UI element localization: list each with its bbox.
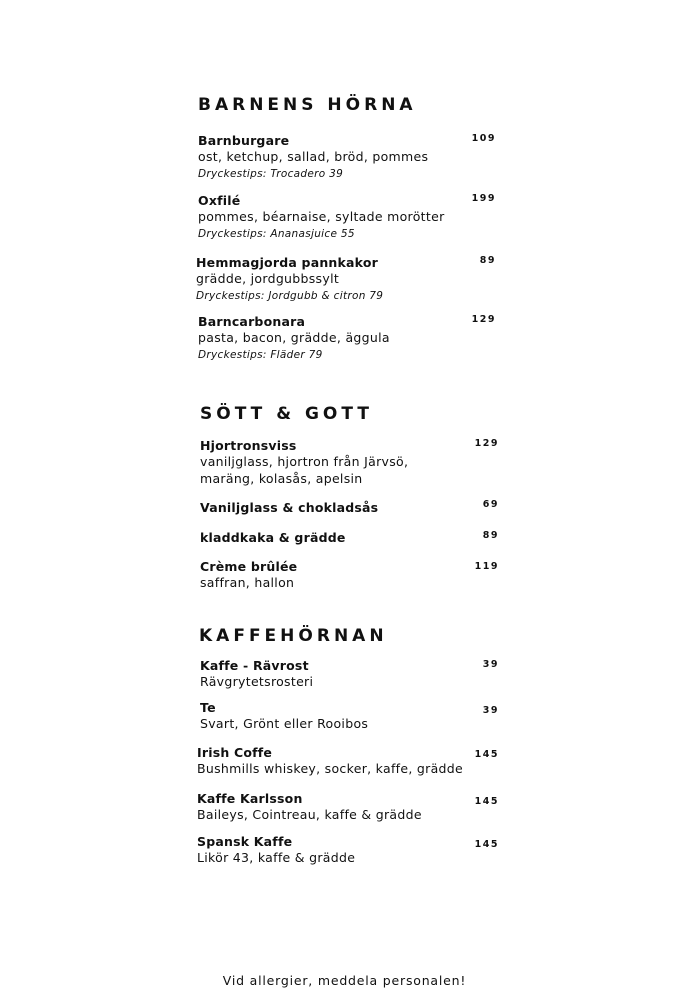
item-description: pommes, béarnaise, syltade morötter	[198, 209, 445, 224]
item-name: Te	[200, 700, 216, 715]
menu-item-oxfile	[198, 192, 498, 242]
item-description: saffran, hallon	[200, 575, 295, 590]
item-description: Rävgrytetsrosteri	[200, 674, 314, 689]
menu-item-hemmagjorda-pannkakor	[196, 254, 496, 304]
menu-item-kaffe-ravrost	[200, 657, 500, 691]
item-name: kladdkaka & grädde	[200, 530, 346, 545]
menu-item-te	[200, 699, 500, 733]
item-price: 145	[474, 796, 499, 807]
item-price: 89	[479, 255, 496, 266]
menu-item-spansk-kaffe	[197, 833, 497, 867]
item-price: 129	[471, 314, 496, 325]
item-name: Barncarbonara	[198, 314, 306, 329]
item-description: Bushmills whiskey, socker, kaffe, grädde	[197, 761, 463, 776]
item-name: Barnburgare	[198, 133, 290, 148]
item-drink-tip: Dryckestips: Ananasjuice 55	[198, 227, 355, 240]
item-name: Spansk Kaffe	[197, 834, 293, 849]
menu-item-creme-brulee	[200, 558, 500, 592]
item-drink-tip: Dryckestips: Jordgubb & citron 79	[196, 289, 384, 302]
item-drink-tip: Dryckestips: Fläder 79	[198, 348, 323, 361]
section-title-barnens-horna: BARNENS HÖRNA	[198, 95, 417, 115]
item-name: Vaniljglass & chokladsås	[200, 500, 379, 515]
item-price: 119	[474, 561, 499, 572]
item-description: Baileys, Cointreau, kaffe & grädde	[197, 807, 422, 822]
item-price: 69	[482, 499, 499, 510]
allergy-notice: Vid allergier, meddela personalen!	[222, 973, 467, 988]
section-title-sott-och-gott: SÖTT & GOTT	[200, 404, 373, 424]
item-price: 39	[482, 659, 499, 670]
item-price: 89	[482, 530, 499, 541]
item-price: 39	[482, 705, 499, 716]
menu-item-barncarbonara	[198, 313, 498, 363]
menu-item-hjortronsviss	[200, 437, 500, 487]
item-price: 109	[471, 133, 496, 144]
menu-item-vaniljglass-chokladsas	[200, 499, 500, 516]
item-name: Kaffe Karlsson	[197, 791, 303, 806]
section-title-kaffehornan: KAFFEHÖRNAN	[199, 626, 388, 646]
item-description: ost, ketchup, sallad, bröd, pommes	[198, 149, 429, 164]
item-price: 129	[474, 438, 499, 449]
item-name: Hemmagjorda pannkakor	[196, 255, 379, 270]
item-description: Svart, Grönt eller Rooibos	[200, 716, 369, 731]
item-price: 199	[471, 193, 496, 204]
menu-item-barnburgare	[198, 132, 498, 182]
item-name: Irish Coffe	[197, 745, 273, 760]
item-name: Oxfilé	[198, 193, 241, 208]
item-name: Kaffe - Rävrost	[200, 658, 309, 673]
item-description: vaniljglass, hjortron från Järvsö,	[200, 454, 409, 469]
item-name: Crème brûlée	[200, 559, 298, 574]
item-description-line-2: maräng, kolasås, apelsin	[200, 470, 363, 486]
item-price: 145	[474, 749, 499, 760]
menu-item-irish-coffe	[197, 744, 497, 778]
item-price: 145	[474, 839, 499, 850]
item-description: pasta, bacon, grädde, äggula	[198, 330, 390, 345]
menu-item-kladdkaka-gradde	[200, 529, 500, 546]
item-description: Likör 43, kaffe & grädde	[197, 850, 356, 865]
menu-item-kaffe-karlsson	[197, 790, 497, 824]
item-drink-tip: Dryckestips: Trocadero 39	[198, 167, 344, 180]
item-name: Hjortronsviss	[200, 438, 297, 453]
item-description: grädde, jordgubbssylt	[196, 271, 340, 286]
